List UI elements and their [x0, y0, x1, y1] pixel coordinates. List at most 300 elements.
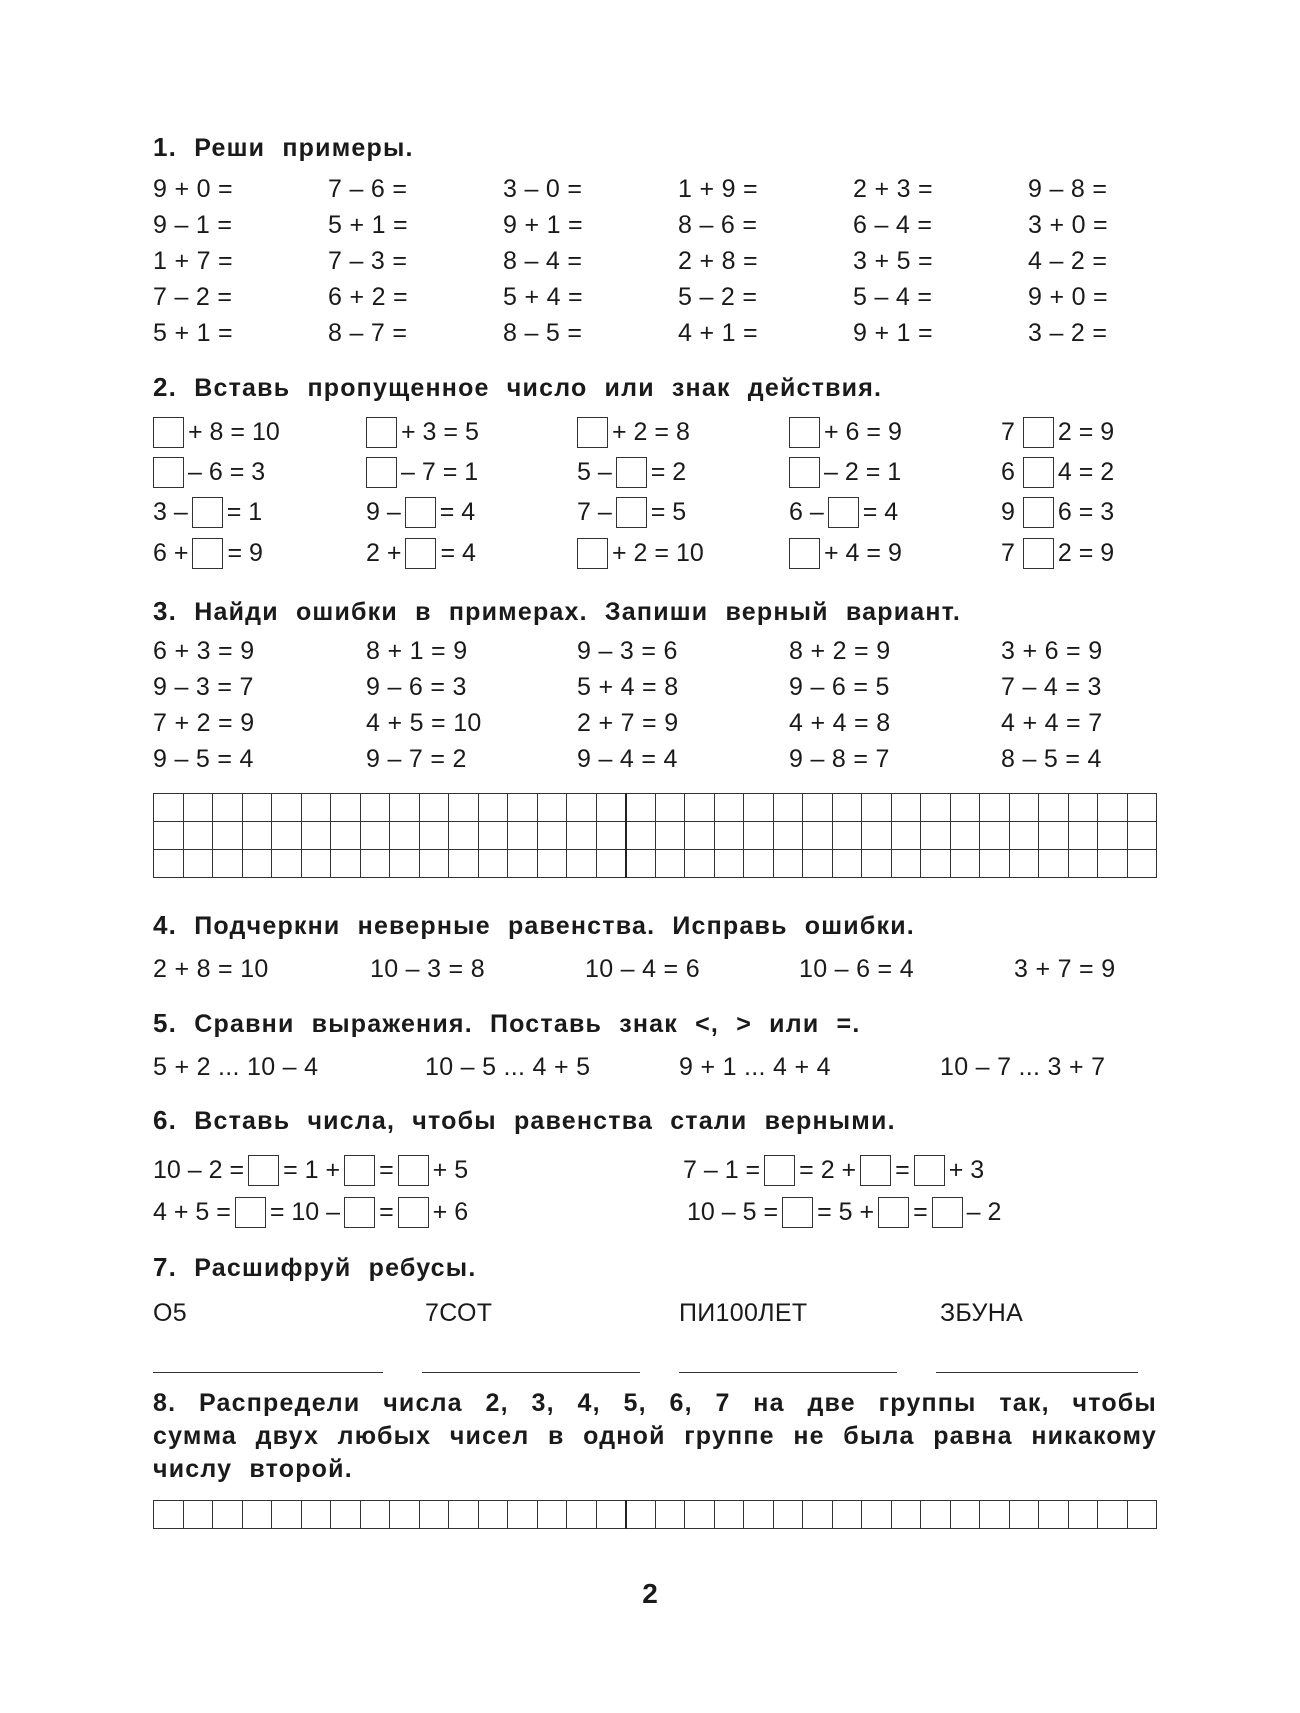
grid-cell[interactable] — [154, 794, 184, 822]
task6-equation — [153, 1154, 468, 1186]
task4-equation[interactable]: 10 – 6 = 4 — [799, 955, 914, 983]
grid-cell[interactable] — [537, 794, 567, 822]
grid-cell[interactable] — [360, 1501, 390, 1529]
task2-example — [366, 416, 479, 448]
grid-cell[interactable] — [803, 850, 833, 878]
grid-cell[interactable] — [301, 794, 331, 822]
task2-answer-box[interactable] — [577, 538, 608, 569]
task3-example: 9 – 7 = 2 — [366, 745, 467, 773]
grid-cell[interactable] — [1127, 1501, 1157, 1529]
grid-cell[interactable] — [1009, 1501, 1039, 1529]
grid-cell[interactable] — [891, 1501, 921, 1529]
task2-example — [577, 416, 690, 448]
task1-example: 3 + 5 = — [853, 247, 933, 275]
task1-example: 9 – 8 = — [1028, 175, 1108, 203]
task2-example — [153, 456, 265, 488]
task7-title — [153, 1252, 476, 1283]
grid-cell[interactable] — [331, 794, 361, 822]
grid-cell[interactable] — [1098, 1501, 1128, 1529]
grid-cell[interactable] — [242, 850, 272, 878]
task3-example: 7 – 4 = 3 — [1001, 673, 1102, 701]
grid-cell[interactable] — [272, 794, 302, 822]
grid-cell[interactable] — [921, 850, 951, 878]
grid-row — [154, 794, 1157, 822]
task2-answer-box[interactable] — [153, 457, 184, 488]
task2-example — [577, 456, 686, 488]
grid-cell[interactable] — [154, 850, 184, 878]
task6-answer-box[interactable] — [860, 1155, 891, 1186]
grid-cell[interactable] — [714, 1501, 744, 1529]
grid-cell[interactable] — [390, 850, 420, 878]
task2-suffix: + 6 = 9 — [824, 417, 902, 446]
task6-title-text: Вставь числа, чтобы равенства стали верными. — [194, 1107, 896, 1135]
task1-example: 6 – 4 = — [853, 211, 933, 239]
task4-equation[interactable]: 2 + 8 = 10 — [153, 955, 269, 983]
task5-comparison[interactable]: 10 – 7 ... 3 + 7 — [940, 1053, 1106, 1081]
task2-example — [577, 537, 704, 569]
task2-answer-box[interactable] — [153, 417, 184, 448]
task1-example: 7 – 3 = — [328, 247, 408, 275]
grid-cell[interactable] — [950, 850, 980, 878]
task3-example: 4 + 4 = 7 — [1001, 709, 1103, 737]
grid-cell[interactable] — [272, 850, 302, 878]
grid-cell[interactable] — [685, 850, 715, 878]
task5-comparison[interactable]: 10 – 5 ... 4 + 5 — [425, 1053, 591, 1081]
task3-example: 9 – 3 = 7 — [153, 673, 254, 701]
grid-cell[interactable] — [596, 794, 626, 822]
grid-cell[interactable] — [154, 822, 184, 850]
grid-cell[interactable] — [567, 850, 597, 878]
task7-answer-line[interactable] — [936, 1372, 1138, 1373]
task3-answer-grid[interactable] — [153, 793, 1157, 878]
task6-answer-box[interactable] — [932, 1197, 963, 1228]
task2-example — [789, 496, 898, 528]
task2-suffix: – 7 = 1 — [401, 457, 479, 486]
task2-suffix: = 4 — [439, 497, 476, 526]
task2-example — [153, 496, 262, 528]
grid-cell[interactable] — [1009, 850, 1039, 878]
task3-example: 6 + 3 = 9 — [153, 637, 255, 665]
grid-cell[interactable] — [773, 794, 803, 822]
grid-cell[interactable] — [1127, 850, 1157, 878]
task2-prefix: 7 — [1001, 538, 1015, 567]
grid-cell[interactable] — [508, 850, 538, 878]
grid-cell[interactable] — [183, 822, 213, 850]
task2-answer-box[interactable] — [192, 497, 223, 528]
grid-cell[interactable] — [301, 850, 331, 878]
grid-cell[interactable] — [183, 794, 213, 822]
task1-example: 5 + 1 = — [328, 211, 408, 239]
grid-cell[interactable] — [1009, 822, 1039, 850]
grid-cell[interactable] — [744, 794, 774, 822]
task1-example: 5 + 4 = — [503, 283, 583, 311]
grid-cell[interactable] — [213, 850, 243, 878]
task6-text: + 6 — [432, 1197, 469, 1226]
task2-prefix: 6 + — [153, 538, 189, 567]
task2-answer-box[interactable] — [616, 457, 647, 488]
grid-cell[interactable] — [1068, 822, 1098, 850]
task2-suffix: = 4 — [862, 497, 899, 526]
task6-answer-box[interactable] — [344, 1197, 375, 1228]
task2-answer-box[interactable] — [789, 457, 820, 488]
task2-suffix: – 6 = 3 — [188, 457, 266, 486]
task5-title-text: Сравни выражения. Поставь знак <, > или =. — [194, 1010, 861, 1038]
task6-text: – 2 — [966, 1197, 1002, 1226]
grid-cell[interactable] — [537, 822, 567, 850]
task2-suffix: + 8 = 10 — [188, 417, 280, 446]
task2-suffix: + 2 = 8 — [612, 417, 690, 446]
task2-answer-box[interactable] — [789, 538, 820, 569]
grid-cell[interactable] — [655, 1501, 685, 1529]
task5-number: 5. — [153, 1008, 178, 1038]
task2-example — [366, 456, 478, 488]
task6-text: = — [379, 1197, 394, 1226]
task6-answer-box[interactable] — [398, 1197, 429, 1228]
grid-cell[interactable] — [626, 1501, 656, 1529]
task1-example: 2 + 8 = — [678, 247, 758, 275]
task2-answer-box[interactable] — [577, 417, 608, 448]
task2-example — [789, 537, 902, 569]
grid-cell[interactable] — [626, 822, 656, 850]
task6-text: 4 + 5 = — [153, 1197, 231, 1226]
grid-cell[interactable] — [1039, 822, 1069, 850]
grid-cell[interactable] — [537, 850, 567, 878]
task2-example — [1001, 496, 1114, 528]
grid-cell[interactable] — [950, 1501, 980, 1529]
grid-cell[interactable] — [419, 794, 449, 822]
task2-suffix: 2 = 9 — [1057, 417, 1115, 446]
grid-cell[interactable] — [449, 850, 479, 878]
grid-cell[interactable] — [891, 822, 921, 850]
grid-cell[interactable] — [626, 850, 656, 878]
task5-comparison[interactable]: 9 + 1 ... 4 + 4 — [679, 1053, 831, 1081]
task6-answer-box[interactable] — [914, 1155, 945, 1186]
task1-example: 1 + 7 = — [153, 247, 233, 275]
task3-example: 5 + 4 = 8 — [577, 673, 679, 701]
task1-example: 2 + 3 = — [853, 175, 933, 203]
task2-suffix: – 2 = 1 — [824, 457, 902, 486]
task4-title-text: Подчеркни неверные равенства. Исправь ошибки. — [194, 912, 915, 940]
grid-cell[interactable] — [655, 822, 685, 850]
task2-answer-box[interactable] — [1023, 538, 1054, 569]
task4-equation[interactable]: 10 – 4 = 6 — [585, 955, 700, 983]
grid-cell[interactable] — [832, 822, 862, 850]
grid-cell[interactable] — [803, 1501, 833, 1529]
task8-text-body: Распредели числа 2, 3, 4, 5, 6, 7 на две группы так, чтобы сумма двух любых чисел в одной группе не была равна никакому числу второй. — [153, 1389, 1157, 1483]
grid-cell[interactable] — [980, 850, 1010, 878]
task2-answer-box[interactable] — [789, 417, 820, 448]
task1-example: 8 – 7 = — [328, 319, 408, 347]
task3-example: 9 – 6 = 3 — [366, 673, 467, 701]
task1-example: 9 + 0 = — [153, 175, 233, 203]
grid-cell[interactable] — [213, 794, 243, 822]
task1-example: 9 + 1 = — [853, 319, 933, 347]
grid-cell[interactable] — [478, 1501, 508, 1529]
task6-title — [153, 1105, 896, 1136]
grid-cell[interactable] — [331, 1501, 361, 1529]
grid-cell[interactable] — [242, 1501, 272, 1529]
task7-answer-line[interactable] — [422, 1372, 640, 1373]
task2-prefix: 6 — [1001, 457, 1015, 486]
grid-cell[interactable] — [891, 850, 921, 878]
grid-cell[interactable] — [980, 822, 1010, 850]
grid-cell[interactable] — [272, 1501, 302, 1529]
grid-cell[interactable] — [272, 822, 302, 850]
task1-example: 8 – 5 = — [503, 319, 583, 347]
grid-cell[interactable] — [1039, 794, 1069, 822]
grid-cell[interactable] — [360, 822, 390, 850]
grid-cell[interactable] — [1098, 822, 1128, 850]
grid-cell[interactable] — [213, 1501, 243, 1529]
grid-cell[interactable] — [242, 822, 272, 850]
task3-example: 4 + 5 = 10 — [366, 709, 482, 737]
task6-text: + 3 — [948, 1155, 985, 1184]
task2-answer-box[interactable] — [1023, 457, 1054, 488]
task1-example: 3 – 2 = — [1028, 319, 1108, 347]
task3-example: 8 – 5 = 4 — [1001, 745, 1102, 773]
task6-answer-box[interactable] — [344, 1155, 375, 1186]
grid-cell[interactable] — [1039, 850, 1069, 878]
task1-example: 9 + 1 = — [503, 211, 583, 239]
task4-equation[interactable]: 10 – 3 = 8 — [370, 955, 485, 983]
task8-number: 8. — [153, 1389, 177, 1417]
grid-cell[interactable] — [242, 794, 272, 822]
grid-cell[interactable] — [508, 822, 538, 850]
task7-number: 7. — [153, 1252, 178, 1282]
task6-text: = 1 + — [283, 1155, 341, 1184]
grid-cell[interactable] — [301, 1501, 331, 1529]
grid-cell[interactable] — [950, 822, 980, 850]
grid-cell[interactable] — [832, 1501, 862, 1529]
task2-example — [1001, 456, 1114, 488]
task2-number: 2. — [153, 372, 178, 402]
grid-cell[interactable] — [744, 850, 774, 878]
task1-title — [153, 132, 414, 163]
grid-cell[interactable] — [419, 822, 449, 850]
grid-cell[interactable] — [1068, 794, 1098, 822]
grid-cell[interactable] — [1039, 1501, 1069, 1529]
grid-row — [154, 850, 1157, 878]
task6-text: 10 – 2 = — [153, 1155, 245, 1184]
grid-cell[interactable] — [773, 822, 803, 850]
grid-cell[interactable] — [655, 794, 685, 822]
task6-answer-box[interactable] — [248, 1155, 279, 1186]
task1-number: 1. — [153, 132, 178, 162]
grid-cell[interactable] — [921, 1501, 951, 1529]
task7-answer-line[interactable] — [679, 1372, 897, 1373]
grid-cell[interactable] — [1098, 850, 1128, 878]
task3-example: 4 + 4 = 8 — [789, 709, 891, 737]
task6-text: = 5 + — [817, 1197, 875, 1226]
task7-rebus: ЗБУНА — [940, 1299, 1024, 1327]
task2-answer-box[interactable] — [192, 538, 223, 569]
grid-cell[interactable] — [803, 822, 833, 850]
grid-cell[interactable] — [390, 794, 420, 822]
task6-answer-box[interactable] — [764, 1155, 795, 1186]
task6-answer-box[interactable] — [398, 1155, 429, 1186]
grid-cell[interactable] — [1009, 794, 1039, 822]
task3-example: 3 + 6 = 9 — [1001, 637, 1103, 665]
task4-equation[interactable]: 3 + 7 = 9 — [1014, 955, 1116, 983]
grid-cell[interactable] — [685, 822, 715, 850]
task6-text: + 5 — [432, 1155, 469, 1184]
task5-comparison[interactable]: 5 + 2 ... 10 – 4 — [153, 1053, 319, 1081]
task1-example: 5 + 1 = — [153, 319, 233, 347]
grid-cell[interactable] — [744, 1501, 774, 1529]
grid-cell[interactable] — [714, 850, 744, 878]
task2-suffix: = 5 — [650, 497, 687, 526]
task2-answer-box[interactable] — [366, 457, 397, 488]
task2-answer-box[interactable] — [405, 538, 436, 569]
grid-cell[interactable] — [331, 850, 361, 878]
grid-cell[interactable] — [685, 794, 715, 822]
task7-rebus: ПИ100ЛЕТ — [679, 1299, 808, 1327]
grid-cell[interactable] — [1068, 1501, 1098, 1529]
grid-cell[interactable] — [537, 1501, 567, 1529]
grid-cell[interactable] — [862, 850, 892, 878]
grid-cell[interactable] — [655, 850, 685, 878]
task1-example: 8 – 4 = — [503, 247, 583, 275]
task3-example: 8 + 1 = 9 — [366, 637, 468, 665]
task7-answer-line[interactable] — [153, 1372, 383, 1373]
grid-cell[interactable] — [1127, 822, 1157, 850]
grid-cell[interactable] — [803, 794, 833, 822]
task2-answer-box[interactable] — [1023, 497, 1054, 528]
task2-example — [789, 456, 901, 488]
task2-suffix: = 4 — [440, 538, 476, 567]
task2-prefix: 3 – — [153, 497, 188, 526]
grid-cell[interactable] — [773, 850, 803, 878]
task2-example — [577, 496, 686, 528]
task6-text: = 10 – — [269, 1197, 341, 1226]
task1-title-text: Реши примеры. — [194, 134, 414, 162]
grid-cell[interactable] — [921, 822, 951, 850]
grid-cell[interactable] — [567, 794, 597, 822]
task2-suffix: + 4 = 9 — [824, 538, 902, 567]
grid-cell[interactable] — [301, 822, 331, 850]
grid-cell[interactable] — [714, 822, 744, 850]
grid-cell[interactable] — [508, 794, 538, 822]
grid-cell[interactable] — [744, 822, 774, 850]
task2-answer-box[interactable] — [828, 497, 859, 528]
grid-cell[interactable] — [449, 822, 479, 850]
grid-cell[interactable] — [626, 794, 656, 822]
grid-cell[interactable] — [390, 822, 420, 850]
grid-cell[interactable] — [449, 794, 479, 822]
task2-suffix: + 2 = 10 — [612, 538, 704, 567]
task3-example: 2 + 7 = 9 — [577, 709, 679, 737]
grid-cell[interactable] — [360, 794, 390, 822]
task2-example — [153, 416, 280, 448]
task3-example: 9 – 6 = 5 — [789, 673, 890, 701]
task7-rebus: 7СОТ — [425, 1299, 493, 1327]
task6-text: = — [895, 1155, 910, 1184]
task2-answer-box[interactable] — [366, 417, 397, 448]
grid-cell[interactable] — [183, 850, 213, 878]
grid-cell[interactable] — [832, 850, 862, 878]
grid-cell[interactable] — [508, 1501, 538, 1529]
task2-suffix: 6 = 3 — [1057, 497, 1115, 526]
grid-cell[interactable] — [596, 850, 626, 878]
task1-example: 6 + 2 = — [328, 283, 408, 311]
task2-answer-box[interactable] — [616, 497, 647, 528]
grid-cell[interactable] — [773, 1501, 803, 1529]
task3-example: 9 – 4 = 4 — [577, 745, 678, 773]
grid-cell[interactable] — [390, 1501, 420, 1529]
task2-prefix: 6 – — [789, 497, 824, 526]
grid-cell[interactable] — [862, 794, 892, 822]
task6-answer-box[interactable] — [878, 1197, 909, 1228]
grid-cell[interactable] — [567, 1501, 597, 1529]
task6-answer-box[interactable] — [782, 1197, 813, 1228]
grid-cell[interactable] — [1127, 794, 1157, 822]
grid-cell[interactable] — [980, 794, 1010, 822]
grid-cell[interactable] — [478, 850, 508, 878]
grid-cell[interactable] — [596, 1501, 626, 1529]
grid-cell[interactable] — [419, 1501, 449, 1529]
grid-cell[interactable] — [478, 822, 508, 850]
task2-prefix: 7 — [1001, 417, 1015, 446]
grid-cell[interactable] — [1098, 794, 1128, 822]
grid-cell[interactable] — [685, 1501, 715, 1529]
grid-cell[interactable] — [950, 794, 980, 822]
grid-cell[interactable] — [596, 822, 626, 850]
task2-example — [366, 537, 476, 569]
page-number: 2 — [642, 1578, 658, 1609]
grid-cell[interactable] — [921, 794, 951, 822]
task4-title — [153, 910, 915, 941]
task3-example: 7 + 2 = 9 — [153, 709, 255, 737]
grid-cell[interactable] — [862, 822, 892, 850]
task4-number: 4. — [153, 910, 178, 940]
grid-cell[interactable] — [183, 1501, 213, 1529]
task6-answer-box[interactable] — [235, 1197, 266, 1228]
task8-text — [153, 1387, 1157, 1486]
grid-cell[interactable] — [862, 1501, 892, 1529]
task1-example: 8 – 6 = — [678, 211, 758, 239]
task6-text: = — [379, 1155, 394, 1184]
grid-cell[interactable] — [331, 822, 361, 850]
task6-text: 10 – 5 = — [687, 1197, 779, 1226]
grid-cell[interactable] — [832, 794, 862, 822]
task2-answer-box[interactable] — [405, 497, 436, 528]
grid-cell[interactable] — [714, 794, 744, 822]
grid-cell[interactable] — [891, 794, 921, 822]
task1-example: 9 + 0 = — [1028, 283, 1108, 311]
task2-suffix: = 9 — [227, 538, 263, 567]
task2-suffix: = 2 — [650, 457, 687, 486]
grid-cell[interactable] — [980, 1501, 1010, 1529]
task1-example: 7 – 6 = — [328, 175, 408, 203]
grid-cell[interactable] — [567, 822, 597, 850]
grid-cell[interactable] — [478, 794, 508, 822]
task2-answer-box[interactable] — [1023, 417, 1054, 448]
task8-answer-grid[interactable] — [153, 1500, 1157, 1529]
task1-example: 5 – 4 = — [853, 283, 933, 311]
grid-cell[interactable] — [1068, 850, 1098, 878]
grid-cell[interactable] — [360, 850, 390, 878]
grid-cell[interactable] — [449, 1501, 479, 1529]
grid-cell[interactable] — [213, 822, 243, 850]
task3-title-text: Найди ошибки в примерах. Запиши верный вариант. — [194, 598, 962, 626]
task2-suffix: 4 = 2 — [1057, 457, 1115, 486]
task1-example: 3 + 0 = — [1028, 211, 1108, 239]
task1-example: 4 + 1 = — [678, 319, 758, 347]
task3-example: 9 – 5 = 4 — [153, 745, 254, 773]
task6-text: = — [913, 1197, 928, 1226]
grid-cell[interactable] — [154, 1501, 184, 1529]
grid-cell[interactable] — [419, 850, 449, 878]
